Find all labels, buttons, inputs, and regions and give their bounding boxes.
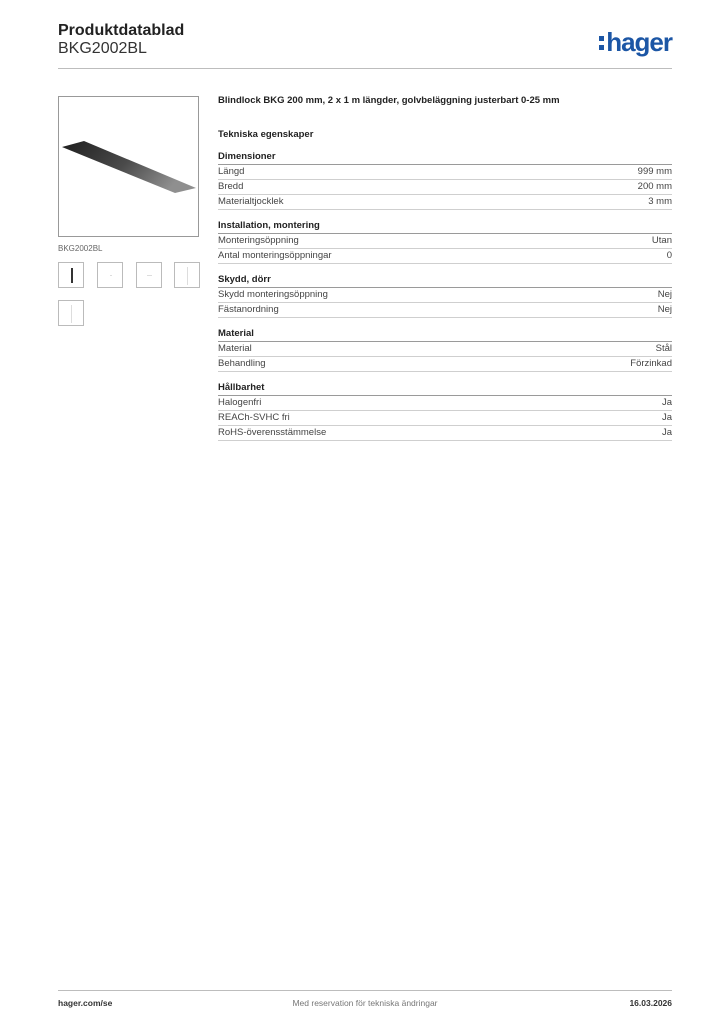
- section-material: [218, 327, 672, 372]
- thumbnail-3[interactable]: [136, 262, 162, 288]
- property-row: [218, 303, 672, 318]
- document-date: 16.03.2026: [629, 998, 672, 1008]
- property-label: REACh-SVHC fri: [218, 412, 290, 423]
- property-value: 3 mm: [648, 196, 672, 207]
- product-details: [218, 94, 672, 450]
- property-row: [218, 234, 672, 249]
- property-label: Monteringsöppning: [218, 235, 299, 246]
- logo-text: hager: [606, 27, 672, 57]
- logo-dots-icon: [599, 34, 604, 51]
- property-label: Fästanordning: [218, 304, 279, 315]
- technical-properties-heading: Tekniska egenskaper: [218, 129, 314, 140]
- thumbnail-4[interactable]: [174, 262, 200, 288]
- property-value: 999 mm: [637, 166, 672, 177]
- property-row: [218, 426, 672, 441]
- property-value: Stål: [655, 343, 672, 354]
- property-value: 200 mm: [637, 181, 672, 192]
- image-caption: BKG2002BL: [58, 244, 103, 253]
- property-label: Antal monteringsöppningar: [218, 250, 332, 261]
- website-link[interactable]: hager.com/se: [58, 998, 113, 1008]
- footer-divider: [58, 990, 672, 991]
- article-number: BKG2002BL: [58, 40, 147, 57]
- section-title: Hållbarhet: [218, 381, 672, 396]
- property-label: Halogenfri: [218, 397, 262, 408]
- disclaimer-text: Med reservation för tekniska ändringar: [292, 998, 438, 1008]
- cover-plate-picture: [59, 97, 198, 236]
- section-sustainability: [218, 381, 672, 441]
- product-description: Blindlock BKG 200 mm, 2 x 1 m längder, golvbeläggning justerbart 0-25 mm: [218, 95, 560, 106]
- property-row: [218, 165, 672, 180]
- header-divider: [58, 68, 672, 69]
- document-title: Produktdatablad: [58, 22, 185, 39]
- thumbnail-5[interactable]: [58, 300, 84, 326]
- property-value: Ja: [661, 397, 672, 408]
- property-label: Materialtjocklek: [218, 196, 284, 207]
- property-value: Utan: [651, 235, 672, 246]
- product-image[interactable]: [58, 96, 199, 237]
- property-label: RoHS-överensstämmelse: [218, 427, 327, 438]
- section-installation: [218, 219, 672, 264]
- property-row: [218, 249, 672, 264]
- property-label: Skydd monteringsöppning: [218, 289, 328, 300]
- section-title: Installation, montering: [218, 219, 672, 234]
- section-protection: [218, 273, 672, 318]
- section-title: Material: [218, 327, 672, 342]
- property-row: [218, 195, 672, 210]
- thumbnail-1[interactable]: [58, 262, 84, 288]
- property-value: 0: [666, 250, 672, 261]
- property-value: Förzinkad: [630, 358, 672, 369]
- property-label: Längd: [218, 166, 245, 177]
- section-title: Dimensioner: [218, 150, 672, 165]
- property-row: [218, 411, 672, 426]
- property-row: [218, 342, 672, 357]
- property-label: Behandling: [218, 358, 266, 369]
- property-value: Nej: [657, 289, 672, 300]
- property-label: Bredd: [218, 181, 244, 192]
- property-value: Nej: [657, 304, 672, 315]
- hager-logo: [599, 28, 672, 56]
- page-header: [58, 20, 672, 68]
- property-row: [218, 357, 672, 372]
- thumbnail-2[interactable]: [97, 262, 123, 288]
- property-label: Material: [218, 343, 252, 354]
- property-value: Ja: [661, 427, 672, 438]
- property-row: [218, 396, 672, 411]
- section-title: Skydd, dörr: [218, 273, 672, 288]
- property-row: [218, 288, 672, 303]
- section-dimensions: [218, 150, 672, 210]
- property-value: Ja: [661, 412, 672, 423]
- property-row: [218, 180, 672, 195]
- page-footer: [58, 998, 672, 1010]
